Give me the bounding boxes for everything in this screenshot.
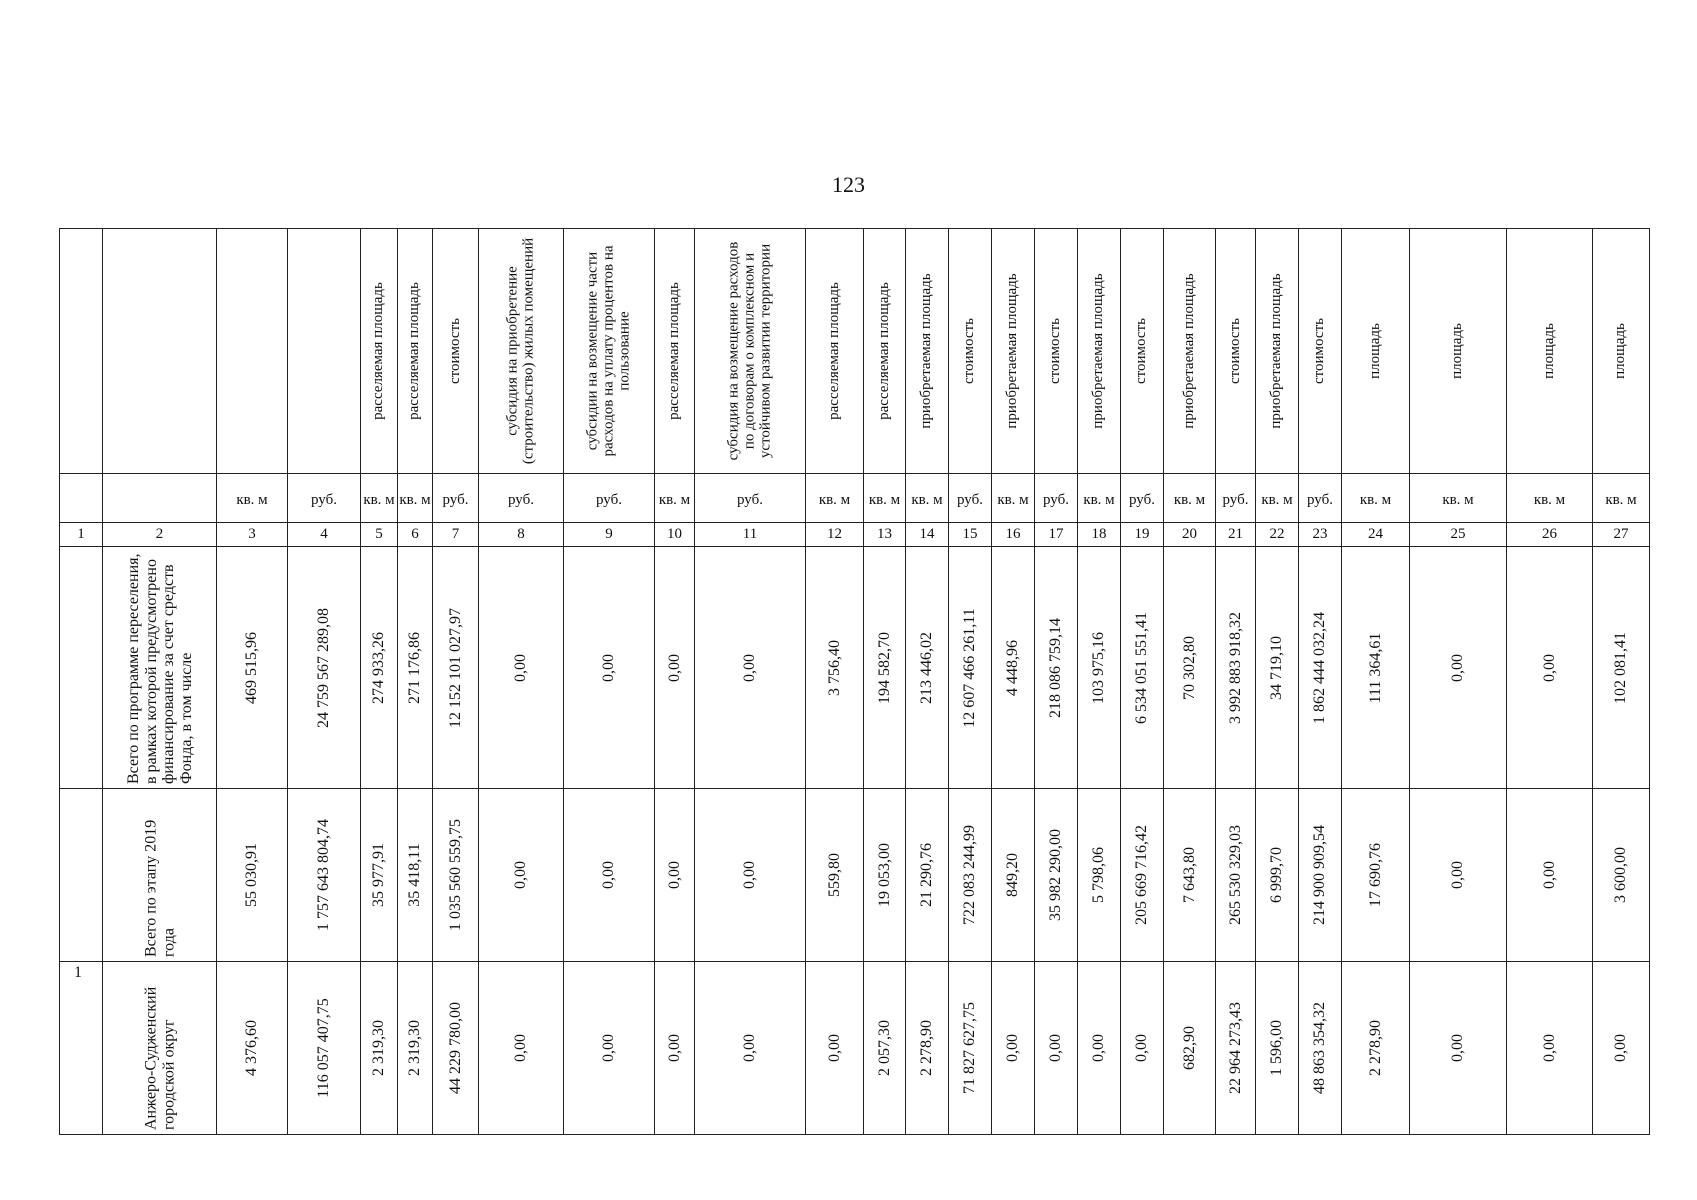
header-cell-5 (361, 229, 398, 474)
value-cell: 35 977,91 (361, 789, 398, 962)
column-number: 12 (806, 523, 864, 547)
unit-cell: руб. (564, 474, 655, 523)
value-cell: 2 278,90 (1342, 962, 1410, 1135)
value-cell: 24 759 567 289,08 (288, 547, 361, 789)
value-cell: 48 863 354,32 (1299, 962, 1342, 1135)
value-cell: 0,00 (1593, 962, 1650, 1135)
resettlement-table (59, 228, 1650, 1135)
header-cell-8 (479, 229, 564, 474)
column-number: 2 (103, 523, 217, 547)
value-cell: 19 053,00 (864, 789, 906, 962)
column-number: 4 (288, 523, 361, 547)
value-cell: 3 600,00 (1593, 789, 1650, 962)
column-number: 22 (1256, 523, 1299, 547)
value-cell: 116 057 407,75 (288, 962, 361, 1135)
value-cell: 2 319,30 (398, 962, 433, 1135)
value-cell: 22 964 273,43 (1216, 962, 1256, 1135)
unit-cell: руб. (433, 474, 479, 523)
unit-cell (60, 474, 103, 523)
unit-cell: кв. м (361, 474, 398, 523)
value-cell: 44 229 780,00 (433, 962, 479, 1135)
unit-cell: кв. м (1593, 474, 1650, 523)
header-label: стоимость (961, 318, 978, 384)
header-cell-10 (655, 229, 695, 474)
unit-cell: кв. м (864, 474, 906, 523)
value-cell: 4 376,60 (217, 962, 288, 1135)
value-cell: 205 669 716,42 (1121, 789, 1164, 962)
header-label: стоимость (1133, 318, 1150, 384)
value-cell: 12 152 101 027,97 (433, 547, 479, 789)
header-cell-6 (398, 229, 433, 474)
unit-cell: кв. м (398, 474, 433, 523)
value-cell: 0,00 (1507, 789, 1593, 962)
column-number: 3 (217, 523, 288, 547)
unit-cell: руб. (1121, 474, 1164, 523)
header-label: стоимость (446, 318, 463, 384)
value-cell: 0,00 (655, 962, 695, 1135)
value-cell: 1 596,00 (1256, 962, 1299, 1135)
unit-cell: руб. (1035, 474, 1078, 523)
unit-cell: руб. (1299, 474, 1342, 523)
column-number: 10 (655, 523, 695, 547)
header-label: стоимость (1047, 318, 1064, 384)
value-cell: 0,00 (1410, 547, 1507, 789)
value-cell: 722 083 244,99 (949, 789, 992, 962)
column-number: 1 (60, 523, 103, 547)
value-cell: 0,00 (1121, 962, 1164, 1135)
column-number: 27 (1593, 523, 1650, 547)
value-cell: 1 035 560 559,75 (433, 789, 479, 962)
value-cell: 34 719,10 (1256, 547, 1299, 789)
header-row (60, 229, 1650, 474)
header-label: площадь (1540, 323, 1557, 379)
table-row (60, 962, 1650, 1135)
page-number: 123 (832, 172, 865, 197)
value-cell: 0,00 (564, 962, 655, 1135)
value-cell: 0,00 (1410, 789, 1507, 962)
header-cell-3 (217, 229, 288, 474)
header-cell-13 (864, 229, 906, 474)
column-number: 26 (1507, 523, 1593, 547)
column-number: 16 (992, 523, 1035, 547)
value-cell: 7 643,80 (1164, 789, 1216, 962)
value-cell: 0,00 (806, 962, 864, 1135)
header-cell-20 (1164, 229, 1216, 474)
header-cell-17 (1035, 229, 1078, 474)
header-cell-14 (906, 229, 949, 474)
value-cell: 2 319,30 (361, 962, 398, 1135)
unit-cell: кв. м (1507, 474, 1593, 523)
unit-cell: руб. (479, 474, 564, 523)
column-number: 25 (1410, 523, 1507, 547)
unit-cell: кв. м (655, 474, 695, 523)
value-cell: 194 582,70 (864, 547, 906, 789)
value-cell: 3 756,40 (806, 547, 864, 789)
value-cell: 0,00 (564, 547, 655, 789)
header-label: стоимость (1311, 318, 1328, 384)
header-cell-12 (806, 229, 864, 474)
value-cell: 12 607 466 261,11 (949, 547, 992, 789)
unit-cell: кв. м (1078, 474, 1121, 523)
value-cell: 849,20 (992, 789, 1035, 962)
header-label: расселяемая площадь (370, 282, 387, 420)
header-label: расселяемая площадь (406, 282, 423, 420)
header-cell-24 (1342, 229, 1410, 474)
row-number-cell: 1 (60, 962, 103, 1135)
header-label: расселяемая площадь (825, 282, 842, 420)
column-number: 9 (564, 523, 655, 547)
header-label: расселяемая площадь (665, 282, 682, 420)
value-cell: 6 999,70 (1256, 789, 1299, 962)
row-label-cell (103, 962, 217, 1135)
column-number: 14 (906, 523, 949, 547)
column-number: 24 (1342, 523, 1410, 547)
header-cell-15 (949, 229, 992, 474)
row-label: Всего по программе переселения, в рамках которой предусмотрено финансирование за счет средств Фонда, в том числе (124, 552, 195, 784)
value-cell: 17 690,76 (1342, 789, 1410, 962)
value-cell: 0,00 (1507, 962, 1593, 1135)
value-cell: 1 862 444 032,24 (1299, 547, 1342, 789)
header-cell-22 (1256, 229, 1299, 474)
value-cell: 0,00 (695, 962, 806, 1135)
header-label: субсидия на возмещение расходов по договорам о комплексном и устойчивом развитии территории (725, 241, 773, 461)
header-label: приобретаемая площадь (1268, 273, 1285, 429)
unit-cell: руб. (949, 474, 992, 523)
value-cell: 469 515,96 (217, 547, 288, 789)
header-cell-23 (1299, 229, 1342, 474)
value-cell: 682,90 (1164, 962, 1216, 1135)
value-cell: 70 302,80 (1164, 547, 1216, 789)
unit-cell: кв. м (806, 474, 864, 523)
unit-cell: руб. (288, 474, 361, 523)
header-cell-18 (1078, 229, 1121, 474)
header-label: площадь (1612, 323, 1629, 379)
header-cell-16 (992, 229, 1035, 474)
value-cell: 35 418,11 (398, 789, 433, 962)
column-number: 6 (398, 523, 433, 547)
unit-cell: руб. (1216, 474, 1256, 523)
header-cell-25 (1410, 229, 1507, 474)
value-cell: 2 278,90 (906, 962, 949, 1135)
value-cell: 21 290,76 (906, 789, 949, 962)
unit-cell: кв. м (1410, 474, 1507, 523)
header-cell-21 (1216, 229, 1256, 474)
value-cell: 0,00 (695, 547, 806, 789)
header-cell-26 (1507, 229, 1593, 474)
unit-cell: кв. м (1256, 474, 1299, 523)
header-cell-7 (433, 229, 479, 474)
header-cell-4 (288, 229, 361, 474)
header-label: субсидия на приобретение (строительство) жилых помещений (504, 237, 536, 465)
value-cell: 218 086 759,14 (1035, 547, 1078, 789)
row-label: Всего по этапу 2019 года (141, 819, 177, 957)
unit-cell: кв. м (1164, 474, 1216, 523)
header-cell-19 (1121, 229, 1164, 474)
column-number-row (60, 523, 1650, 547)
value-cell: 111 364,61 (1342, 547, 1410, 789)
value-cell: 213 446,02 (906, 547, 949, 789)
column-number: 13 (864, 523, 906, 547)
value-cell: 55 030,91 (217, 789, 288, 962)
row-number-cell (60, 547, 103, 789)
value-cell: 3 992 883 918,32 (1216, 547, 1256, 789)
value-cell: 0,00 (1410, 962, 1507, 1135)
unit-cell: кв. м (1342, 474, 1410, 523)
units-row (60, 474, 1650, 523)
column-number: 11 (695, 523, 806, 547)
value-cell: 0,00 (695, 789, 806, 962)
value-cell: 0,00 (1078, 962, 1121, 1135)
value-cell: 274 933,26 (361, 547, 398, 789)
unit-cell (103, 474, 217, 523)
value-cell: 0,00 (479, 789, 564, 962)
row-label: Анжеро-Судженский городской округ (141, 986, 177, 1130)
header-label: площадь (1366, 323, 1383, 379)
header-cell-2 (103, 229, 217, 474)
row-number-cell (60, 789, 103, 962)
value-cell: 0,00 (479, 547, 564, 789)
header-cell-9 (564, 229, 655, 474)
header-label: субсидии на возмещение части расходов на уплату процентов на пользование (584, 245, 632, 457)
value-cell: 0,00 (479, 962, 564, 1135)
value-cell: 35 982 290,00 (1035, 789, 1078, 962)
column-number: 20 (1164, 523, 1216, 547)
value-cell: 102 081,41 (1593, 547, 1650, 789)
value-cell: 0,00 (992, 962, 1035, 1135)
header-label: приобретаемая площадь (1004, 273, 1021, 429)
value-cell: 103 975,16 (1078, 547, 1121, 789)
value-cell: 2 057,30 (864, 962, 906, 1135)
value-cell: 265 530 329,03 (1216, 789, 1256, 962)
header-cell-11 (695, 229, 806, 474)
header-label: расселяемая площадь (875, 282, 892, 420)
value-cell: 0,00 (1507, 547, 1593, 789)
column-number: 19 (1121, 523, 1164, 547)
row-label-cell (103, 789, 217, 962)
value-cell: 5 798,06 (1078, 789, 1121, 962)
value-cell: 1 757 643 804,74 (288, 789, 361, 962)
column-number: 15 (949, 523, 992, 547)
table-row (60, 547, 1650, 789)
value-cell: 0,00 (564, 789, 655, 962)
row-label-cell (103, 547, 217, 789)
unit-cell: кв. м (217, 474, 288, 523)
value-cell: 71 827 627,75 (949, 962, 992, 1135)
table-row (60, 789, 1650, 962)
value-cell: 0,00 (655, 789, 695, 962)
unit-cell: кв. м (906, 474, 949, 523)
header-label: приобретаемая площадь (1090, 273, 1107, 429)
value-cell: 0,00 (1035, 962, 1078, 1135)
value-cell: 4 448,96 (992, 547, 1035, 789)
value-cell: 0,00 (655, 547, 695, 789)
header-cell-1 (60, 229, 103, 474)
header-label: стоимость (1226, 318, 1243, 384)
header-cell-27 (1593, 229, 1650, 474)
header-label: приобретаемая площадь (1180, 273, 1197, 429)
column-number: 5 (361, 523, 398, 547)
value-cell: 271 176,86 (398, 547, 433, 789)
value-cell: 559,80 (806, 789, 864, 962)
column-number: 8 (479, 523, 564, 547)
column-number: 17 (1035, 523, 1078, 547)
header-label: площадь (1449, 323, 1466, 379)
column-number: 18 (1078, 523, 1121, 547)
value-cell: 214 900 909,54 (1299, 789, 1342, 962)
column-number: 23 (1299, 523, 1342, 547)
column-number: 21 (1216, 523, 1256, 547)
column-number: 7 (433, 523, 479, 547)
unit-cell: кв. м (992, 474, 1035, 523)
value-cell: 6 534 051 551,41 (1121, 547, 1164, 789)
header-label: приобретаемая площадь (918, 273, 935, 429)
unit-cell: руб. (695, 474, 806, 523)
